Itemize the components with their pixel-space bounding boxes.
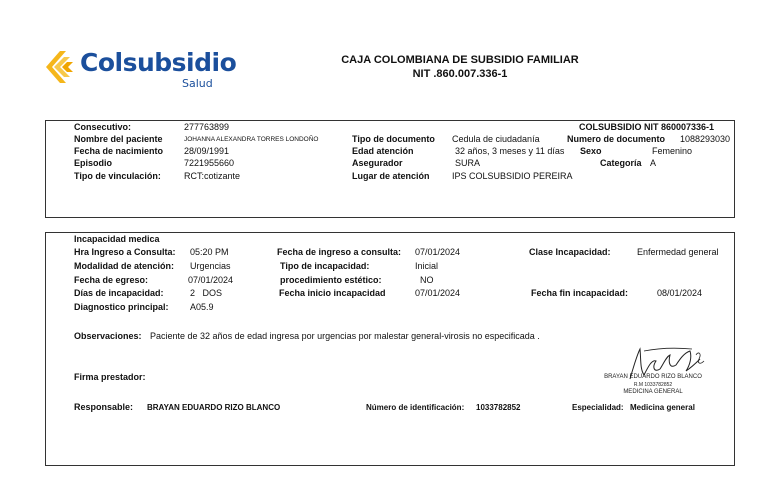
consecutivo-value: 277763899 xyxy=(184,122,230,132)
lugar-label: Lugar de atención xyxy=(352,171,430,181)
modalidad-label: Modalidad de atención: xyxy=(74,261,175,271)
num-doc-value: 1088293030 xyxy=(680,134,731,144)
clase-label: Clase Incapacidad: xyxy=(529,247,611,257)
clase-value: Enfermedad general xyxy=(637,247,719,257)
fecha-nac-value: 28/09/1991 xyxy=(184,146,230,156)
nombre-value: JOHANNA ALEXANDRA TORRES LONDOÑO xyxy=(184,136,319,143)
hra-value: 05:20 PM xyxy=(190,247,229,257)
responsable-label: Responsable: xyxy=(74,402,134,412)
id-value: 1033782852 xyxy=(476,403,521,412)
tipo-doc-value: Cedula de ciudadanía xyxy=(452,134,540,144)
tipo-inc-label: Tipo de incapacidad: xyxy=(280,261,370,271)
stamp-rm: R.M 1033782852 xyxy=(633,382,673,388)
fecha-egreso-label: Fecha de egreso: xyxy=(74,275,149,285)
fecha-egreso-value: 07/01/2024 xyxy=(188,275,234,285)
categoria-value: A xyxy=(650,158,657,168)
stamp-name: BRAYAN EDUARDO RIZO BLANCO xyxy=(604,374,702,380)
sexo-value: Femenino xyxy=(652,146,693,156)
fecha-fin-label: Fecha fin incapacidad: xyxy=(531,288,629,298)
nit-text: COLSUBSIDIO NIT 860007336-1 xyxy=(579,122,715,132)
episodio-label: Episodio xyxy=(74,158,112,168)
categoria-label: Categoría xyxy=(600,158,642,168)
dias-value: 2 DOS xyxy=(190,288,223,298)
consecutivo-label: Consecutivo: xyxy=(74,122,132,132)
episodio-value: 7221955660 xyxy=(184,158,235,168)
signature xyxy=(588,345,718,405)
dias-label: Días de incapacidad: xyxy=(74,288,164,298)
asegurador-value: SURA xyxy=(455,158,481,168)
diagnostico-value: A05.9 xyxy=(190,302,214,312)
modalidad-value: Urgencias xyxy=(190,261,231,271)
edad-label: Edad atención xyxy=(352,146,414,156)
fecha-inicio-value: 07/01/2024 xyxy=(415,288,461,298)
especialidad-label: Especialidad: xyxy=(572,403,624,412)
colsubsidio-logo xyxy=(44,46,237,92)
diagnostico-label: Diagnostico principal: xyxy=(74,302,169,312)
asegurador-label: Asegurador xyxy=(352,158,403,168)
proc-estetico-label: procedimiento estético: xyxy=(280,275,382,285)
vinculacion-label: Tipo de vinculación: xyxy=(74,171,161,181)
page-title: CAJA COLOMBIANA DE SUBSIDIO FAMILIAR xyxy=(341,54,579,66)
colsubsidio-logo-icon xyxy=(44,49,80,85)
brand-sub: Salud xyxy=(182,77,213,90)
fecha-nac-label: Fecha de nacimiento xyxy=(74,146,164,156)
tipo-inc-value: Inicial xyxy=(415,261,439,271)
brand-name: Colsubsidio xyxy=(80,48,237,77)
responsable-value: BRAYAN EDUARDO RIZO BLANCO xyxy=(147,403,281,412)
num-doc-label: Numero de documento xyxy=(567,134,666,144)
hra-label: Hra Ingreso a Consulta: xyxy=(74,247,176,257)
page-subtitle: NIT .860.007.336-1 xyxy=(412,68,508,80)
incapacidad-section-title: Incapacidad medica xyxy=(74,234,160,244)
stamp-specialty: MEDICINA GENERAL xyxy=(623,389,683,395)
tipo-doc-label: Tipo de documento xyxy=(352,134,435,144)
vinculacion-value: RCT:cotizante xyxy=(184,171,241,181)
fecha-ingreso-label: Fecha de ingreso a consulta: xyxy=(277,247,402,257)
proc-estetico-value: NO xyxy=(420,275,434,285)
id-label: Número de identificación: xyxy=(366,403,465,412)
firma-label: Firma prestador: xyxy=(74,372,146,382)
observaciones-value: Paciente de 32 años de edad ingresa por urgencias por malestar general-virosis no especificada . xyxy=(150,331,540,341)
observaciones-label: Observaciones: xyxy=(74,331,142,341)
edad-value: 32 años, 3 meses y 11 días xyxy=(455,146,565,156)
fecha-ingreso-value: 07/01/2024 xyxy=(415,247,461,257)
fecha-fin-value: 08/01/2024 xyxy=(657,288,703,298)
especialidad-value: Medicina general xyxy=(630,403,695,412)
nombre-label: Nombre del paciente xyxy=(74,134,163,144)
fecha-inicio-label: Fecha inicio incapacidad xyxy=(279,288,386,298)
lugar-value: IPS COLSUBSIDIO PEREIRA xyxy=(452,171,573,181)
sexo-label: Sexo xyxy=(580,146,602,156)
